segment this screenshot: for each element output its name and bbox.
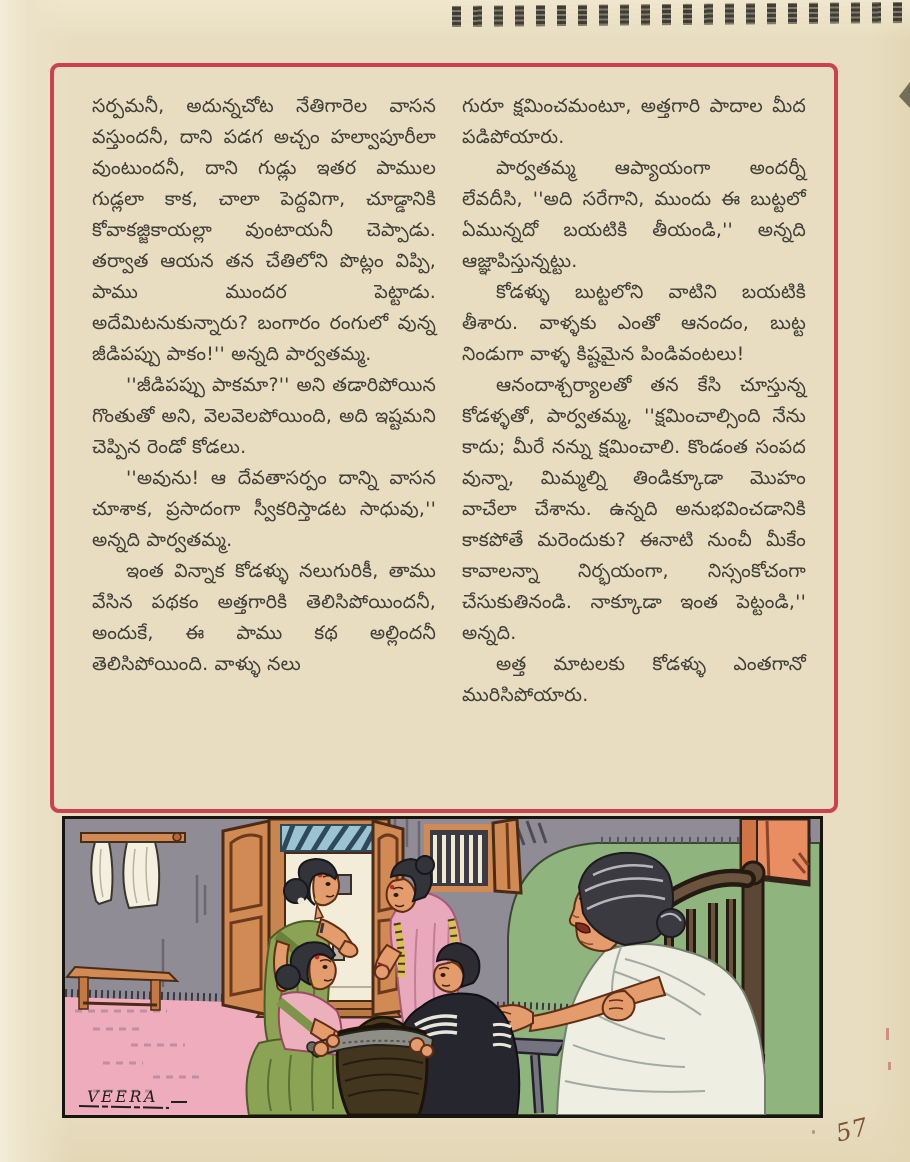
gripping-hand xyxy=(327,1035,339,1047)
story-paragraph: అత్త మాటలకు కోడళ్ళు ఎంతగానో మురిసిపోయారు. xyxy=(462,653,806,706)
binding-marks xyxy=(452,2,904,27)
text-column-right xyxy=(462,91,806,809)
face xyxy=(434,962,464,992)
story-paragraph: పార్వతమ్మ ఆప్యాయంగా అందర్నీ లేవదీసి, ''అది సరేగాని, ముందు ఈ బుట్టలో ఏమున్నదో బయటికి తీయండి,'' అన్నది ఆజ్ఞాపిస్తున్నట్టు. xyxy=(462,157,806,272)
story-paragraph: ఆనందాశ్చర్యాలతో తన కేసి చూస్తున్న కోడళ్ళతో, పార్వతమ్మ, ''క్షమించాల్సింది నేను కాదు; మీరే నన్ను క్షమించాలి. కొండంత సంపద వున్నా, మిమ్మల్ని తిండిక్కూడా మొహం వాచేలా చేశాను. ఉన్నది అనుభవించడానికి కాకపోతే మరెందుకు? ఈనాటి నుంచీ మీకేం కావాలన్నా నిర్భయంగా, నిస్సంకోచంగా చేసుకుతినండి. నాక్కూడా ఇంత పెట్టండి,'' అన్నది. xyxy=(462,374,806,644)
story-paragraph: ''అవును! ఆ దేవతాసర్పం దాన్ని వాసన చూశాక, ప్రసాదంగా స్వీకరిస్తాడట సాధువు,'' అన్నది పార్వతమ్మ. xyxy=(92,467,436,551)
illustration-scene xyxy=(65,819,820,1115)
text-column-left xyxy=(92,91,436,809)
artist-signature-text: VEERA xyxy=(87,1087,159,1106)
page-number: 57 xyxy=(833,1112,872,1148)
story-paragraph: సర్పమనీ, అదున్నచోట నేతిగారెల వాసన వస్తుందనీ, దాని పడగ అచ్చం హల్వాపూరీలా వుంటుందనీ, దాని గుడ్లు ఇతర పాముల గుడ్లలా కాక, చాలా పెద్దవిగా, చూడ్డానికి కోవాకజ్జికాయల్లా వుంటాయనీ చెప్పాడు. తర్వాత ఆయన తన చేతిలోని పొట్లం విప్పి, పాము ముందర పెట్టాడు. అదేమిటనుకున్నారు? బంగారం రంగులో వున్న జీడిపప్పు పాకం!'' అన్నది పార్వతమ్మ. xyxy=(92,95,436,365)
gripping-hand xyxy=(314,1042,328,1056)
hair-bun xyxy=(416,856,434,874)
ink-speck xyxy=(886,1028,889,1040)
ink-speck xyxy=(888,1062,891,1070)
story-illustration xyxy=(62,816,823,1118)
hair-bun xyxy=(284,879,308,903)
barred-window xyxy=(427,819,521,893)
story-paragraph: ఇంత విన్నాక కోడళ్ళు నలుగురికీ, తాము వేసిన పథకం అత్తగారికి తెలిసిపోయిందనీ, అందుకే, ఈ పాము కథ అల్లిందనీ తెలిసిపోయింది. వాళ్ళు నలు xyxy=(92,560,436,675)
story-paragraph: ''జీడిపప్పు పాకమా?'' అని తడారిపోయిన గొంతుతో అని, వెలవెలపోయింది, అది ఇష్టమని చెప్పిన రెండో కోడలు. xyxy=(92,374,436,458)
hair-flower xyxy=(298,898,305,905)
story-paragraph: గురూ క్షమించమంటూ, అత్తగారి పాదాల మీద పడిపోయారు. xyxy=(462,95,806,148)
story-paragraph: కోడళ్ళు బుట్టలోని వాటిని బయటికి తీశారు. వాళ్ళకు ఎంతో ఆనందం, బుట్ట నిండుగా వాళ్ళ కిష్టమైన పిండివంటలు! xyxy=(462,281,806,365)
ink-dot xyxy=(812,1130,815,1134)
hair-bun xyxy=(276,965,300,989)
gripping-hand xyxy=(421,1045,433,1057)
hanging-cloth xyxy=(123,842,159,908)
page-edge-mark xyxy=(897,82,910,108)
story-text-box xyxy=(50,63,838,813)
